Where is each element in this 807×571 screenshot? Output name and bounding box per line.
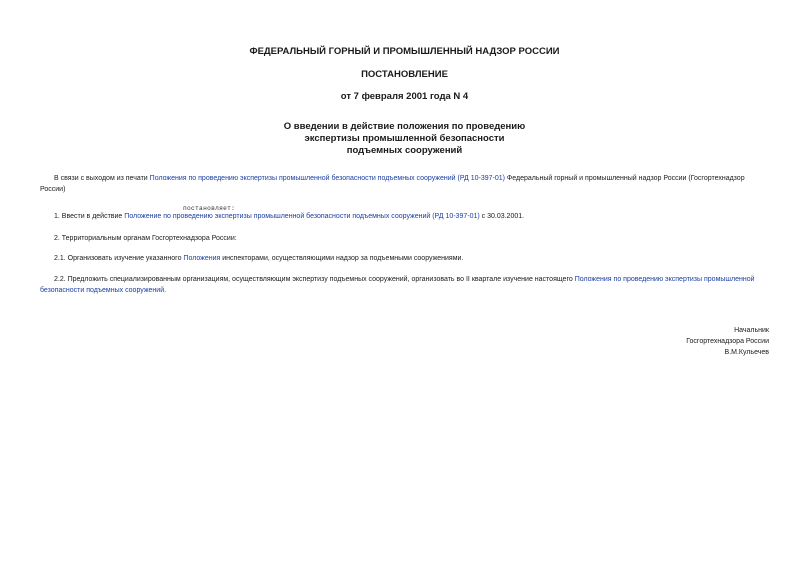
title-line: О введении в действие положения по проведению xyxy=(283,121,526,132)
title-line: экспертизы промышленной безопасности xyxy=(304,133,505,144)
item-2: 2. Территориальным органам Госгортехнадзора России: xyxy=(54,235,237,242)
item-2-1-text: инспекторами, осуществляющими надзор за подъемными сооружениями. xyxy=(220,255,464,262)
item-1 xyxy=(40,211,769,222)
signature-organization: Госгортехнадзора России xyxy=(686,338,769,345)
item-1-text: 1. Ввести в действие xyxy=(54,213,125,220)
intro-text: В связи с выходом из печати xyxy=(54,175,150,182)
item-2-1-text: 2.1. Организовать изучение указанного xyxy=(54,255,184,262)
document-title xyxy=(40,121,769,157)
item-1-text: с 30.03.2001. xyxy=(479,213,525,220)
item-2-1 xyxy=(40,253,769,264)
decree-word: постановляет: xyxy=(183,205,236,212)
title-line: подъемных сооружений xyxy=(346,145,463,156)
item-2-2 xyxy=(40,274,769,296)
intro-paragraph xyxy=(40,173,769,195)
item-2-2-text: 2.2. Предложить специализированным организациям, осуществляющим экспертизу подъемных сооружений, организовать во II квартале изучение настоящего xyxy=(54,276,575,283)
document-date: от 7 февраля 2001 года N 4 xyxy=(340,91,469,102)
intro-text: Федеральный горный и промышленный надзор России (Госгортехнадзор России) xyxy=(40,175,745,193)
document-page xyxy=(40,0,769,571)
regulation-link[interactable]: Положения по проведению экспертизы промышленной безопасности подъемных сооружений xyxy=(40,276,755,294)
regulation-link[interactable]: Положения по проведению экспертизы промышленной безопасности подъемных сооружений (РД 10-397-01) xyxy=(149,175,505,182)
regulation-link[interactable]: Положения xyxy=(183,255,221,262)
item-2-2-text: . xyxy=(164,287,167,294)
agency-heading: ФЕДЕРАЛЬНЫЙ ГОРНЫЙ И ПРОМЫШЛЕННЫЙ НАДЗОР РОССИИ xyxy=(249,46,560,57)
regulation-link[interactable]: Положение по проведению экспертизы промышленной безопасности подъемных сооружений (РД 10-397-01) xyxy=(124,213,480,220)
signature-position: Начальник xyxy=(734,327,769,334)
signature-name: В.М.Кульечев xyxy=(724,349,769,356)
document-type: ПОСТАНОВЛЕНИЕ xyxy=(361,69,448,80)
